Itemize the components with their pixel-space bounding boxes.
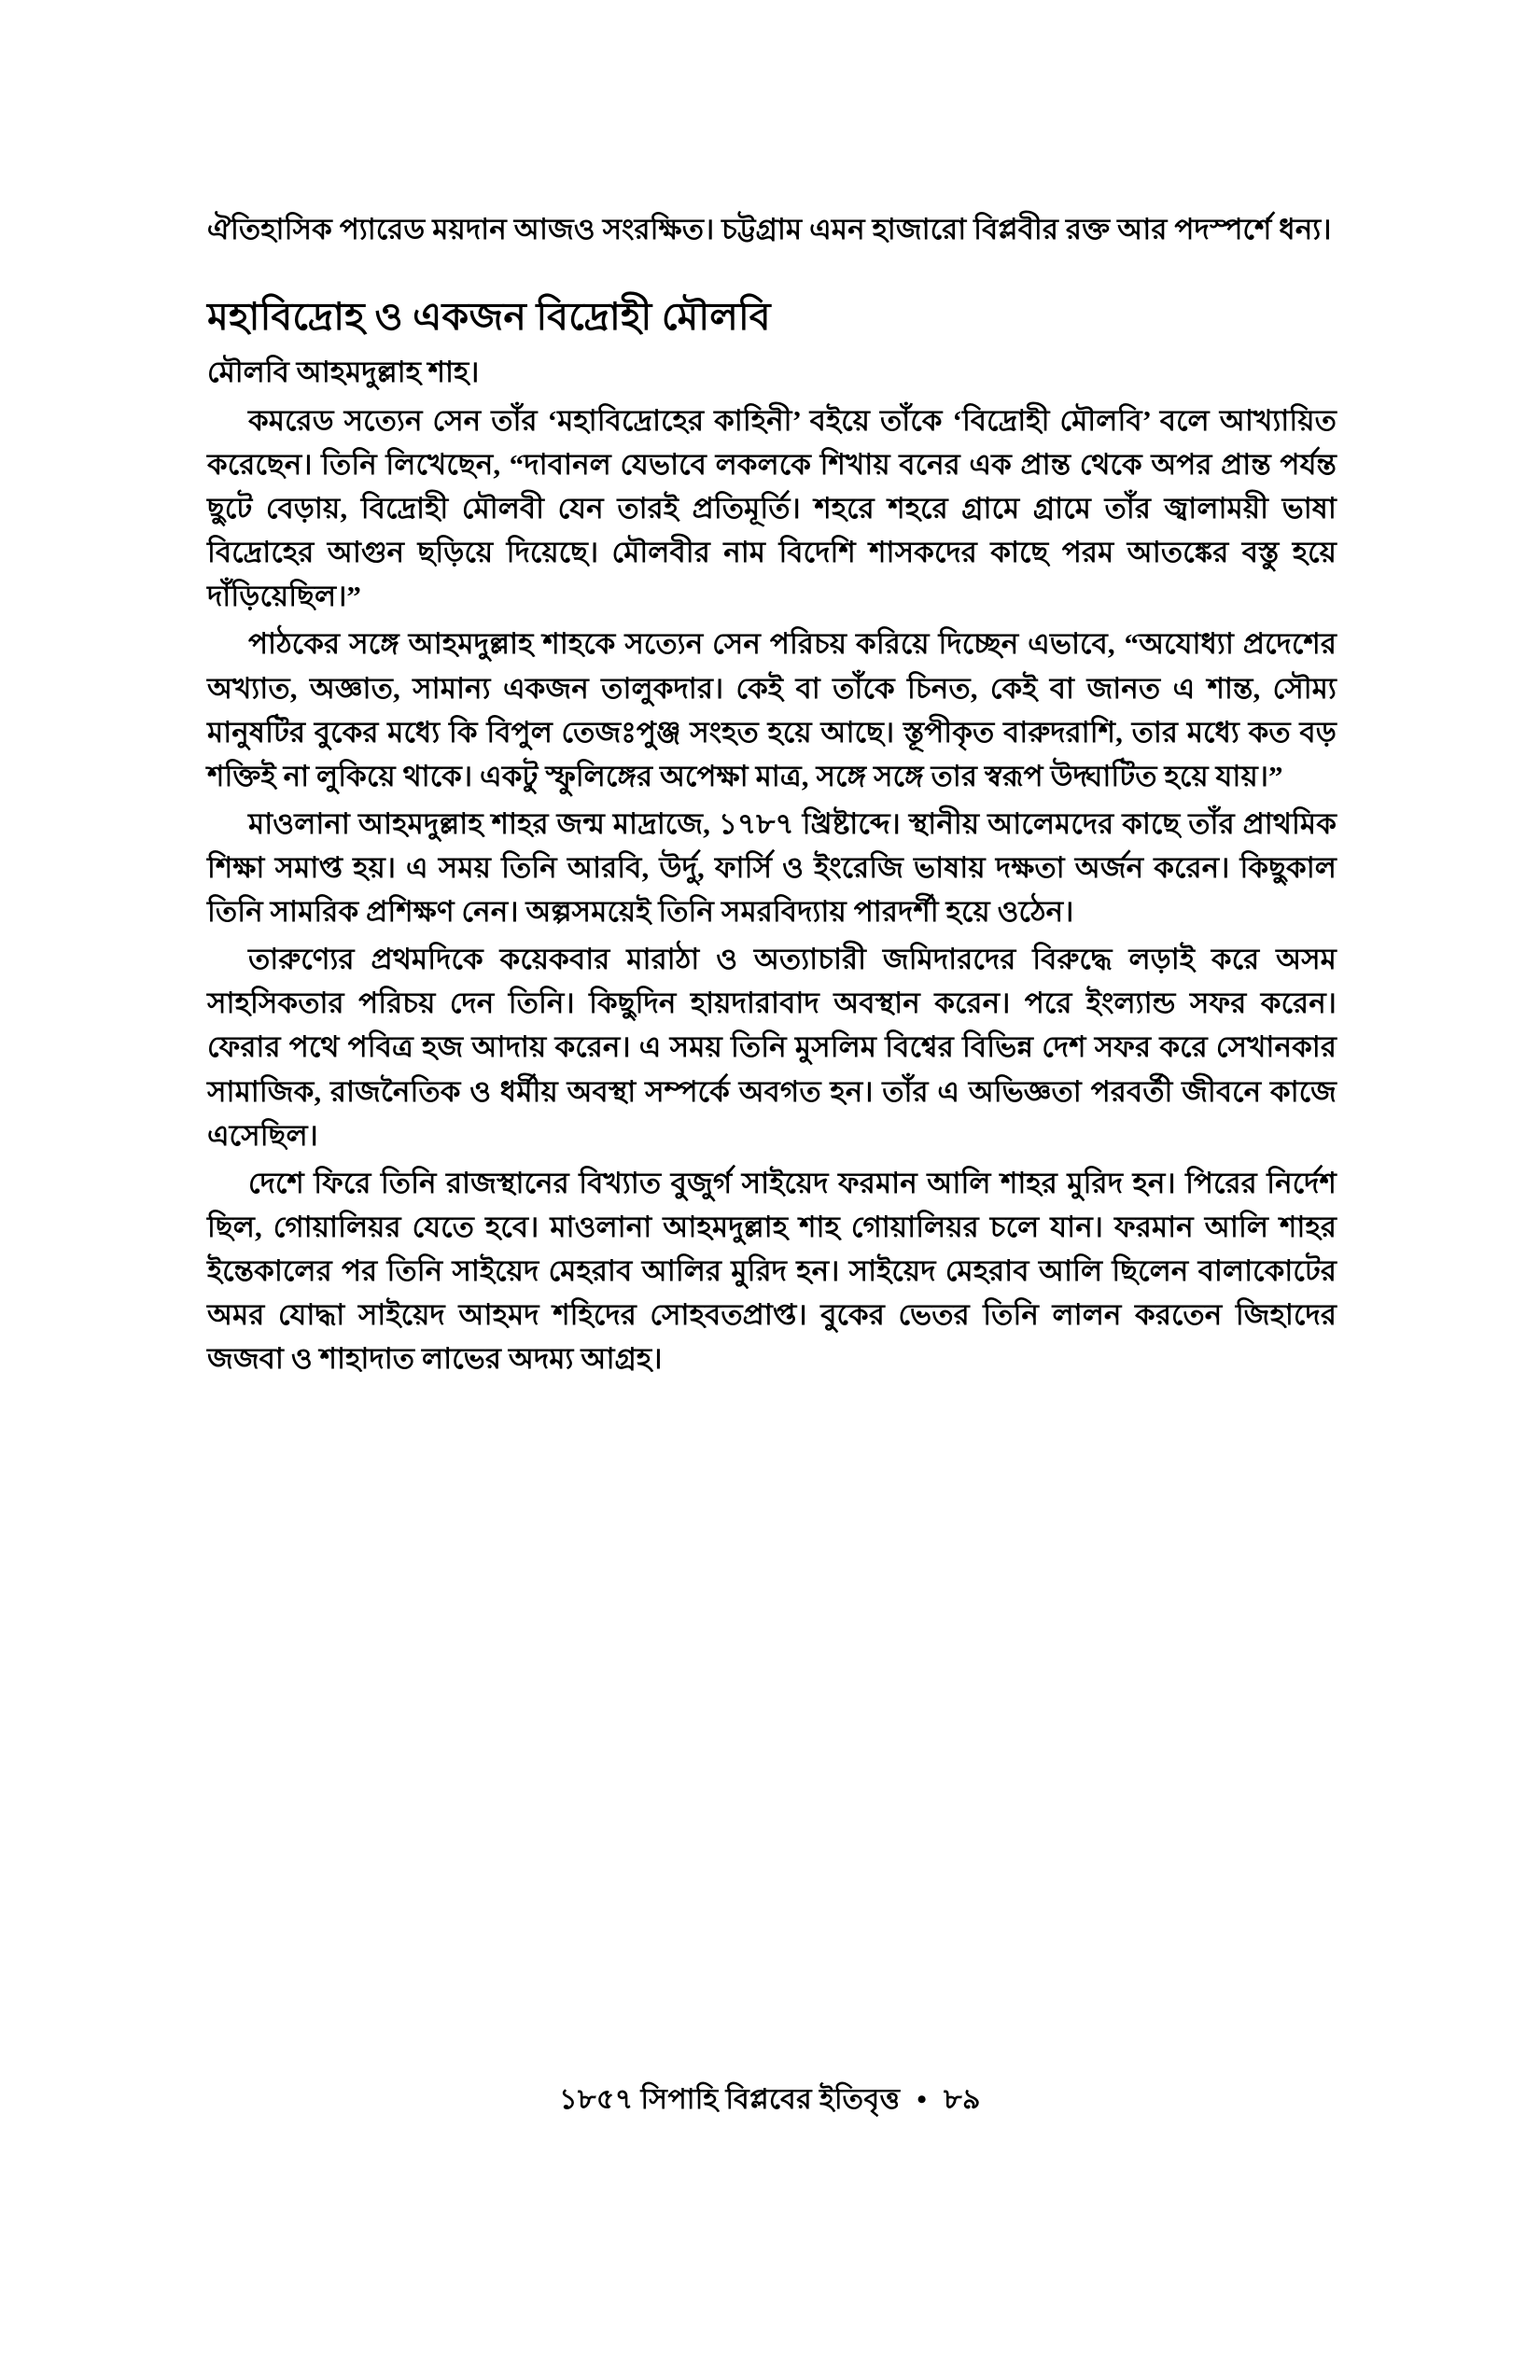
page-content	[207, 207, 1337, 1384]
section-heading: মহাবিদ্রোহ ও একজন বিদ্রোহী মৌলবি	[207, 295, 771, 339]
paragraph: দেশে ফিরে তিনি রাজস্থানের বিখ্যাত বুজুর্গ সাইয়েদ ফরমান আলি শাহর মুরিদ হন। পিরের নির্দেশ ছিল, গোয়ালিয়র যেতে হবে। মাওলানা আহমদুল্লাহ শাহ গোয়ালিয়র চলে যান। ফরমান আলি শাহর ইন্তেকালের পর তিনি সাইয়েদ মেহরাব আলির মুরিদ হন। সাইয়েদ মেহরাব আলি ছিলেন বালাকোটের অমর যোদ্ধা সাইয়েদ আহমদ শহিদের সোহবতপ্রাপ্ত। বুকের ভেতর তিনি লালন করতেন জিহাদের জজবা ও শাহাদাত লাভের অদম্য আগ্রহ।	[207, 1166, 1337, 1376]
paragraph: ঐতিহাসিক প্যারেড ময়দান আজও সংরক্ষিত। চট্টগ্রাম এমন হাজারো বিপ্লবীর রক্ত আর পদস্পর্শে ধন্য।	[207, 213, 1332, 245]
paragraph: তারুণ্যের প্রথমদিকে কয়েকবার মারাঠা ও অত্যাচারী জমিদারদের বিরুদ্ধে লড়াই করে অসম সাহসিকতার পরিচয় দেন তিনি। কিছুদিন হায়দারাবাদ অবস্থান করেন। পরে ইংল্যান্ড সফর করেন। ফেরার পথে পবিত্র হজ আদায় করেন। এ সময় তিনি মুসলিম বিশ্বের বিভিন্ন দেশ সফর করে সেখানকার সামাজিক, রাজনৈতিক ও ধর্মীয় অবস্থা সম্পর্কে অবগত হন। তাঁর এ অভিজ্ঞতা পরবর্তী জীবনে কাজে এসেছিল।	[207, 943, 1337, 1152]
section-subline: মৌলবি আহমদুল্লাহ শাহ।	[207, 356, 480, 389]
paragraph: পাঠকের সঙ্গে আহমদুল্লাহ শাহকে সত্যেন সেন পরিচয় করিয়ে দিচ্ছেন এভাবে, “অযোধ্যা প্রদেশের অখ্যাত, অজ্ঞাত, সামান্য একজন তালুকদার। কেই বা তাঁকে চিনত, কেই বা জানত এ শান্ত, সৌম্য মানুষটির বুকের মধ্যে কি বিপুল তেজঃপুঞ্জ সংহত হয়ে আছে। স্তূপীকৃত বারুদরাশি, তার মধ্যে কত বড় শক্তিই না লুকিয়ে থাকে। একটু স্ফুলিঙ্গের অপেক্ষা মাত্র, সঙ্গে সঙ্গে তার স্বরূপ উদ্ঘাটিত হয়ে যায়।”	[207, 627, 1337, 792]
footer-page-number: ৮৯	[944, 2084, 981, 2115]
footer-separator: •	[917, 2084, 928, 2115]
footer-title: ১৮৫৭ সিপাহি বিপ্লবের ইতিবৃত্ত	[559, 2084, 901, 2115]
paragraph: মাওলানা আহমদুল্লাহ শাহর জন্ম মাদ্রাজে, ১৭৮৭ খ্রিষ্টাব্দে। স্থানীয় আলেমদের কাছে তাঁর প্রাথমিক শিক্ষা সমাপ্ত হয়। এ সময় তিনি আরবি, উর্দু, ফার্সি ও ইংরেজি ভাষায় দক্ষতা অর্জন করেন। কিছুকাল তিনি সামরিক প্রশিক্ষণ নেন। অল্পসময়েই তিনি সমরবিদ্যায় পারদর্শী হয়ে ওঠেন।	[207, 806, 1337, 929]
page-footer	[0, 2077, 1540, 2124]
paragraph: কমরেড সত্যেন সেন তাঁর ‘মহাবিদ্রোহের কাহিনী’ বইয়ে তাঁকে ‘বিদ্রোহী মৌলবি’ বলে আখ্যায়িত করেছেন। তিনি লিখেছেন, “দাবানল যেভাবে লকলকে শিখায় বনের এক প্রান্ত থেকে অপর প্রান্ত পর্যন্ত ছুটে বেড়ায়, বিদ্রোহী মৌলবী যেন তারই প্রতিমূর্তি। শহরে শহরে গ্রামে গ্রামে তাঁর জ্বালাময়ী ভাষা বিদ্রোহের আগুন ছড়িয়ে দিয়েছে। মৌলবীর নাম বিদেশি শাসকদের কাছে পরম আতঙ্কের বস্তু হয়ে দাঁড়িয়েছিল।”	[207, 403, 1337, 613]
